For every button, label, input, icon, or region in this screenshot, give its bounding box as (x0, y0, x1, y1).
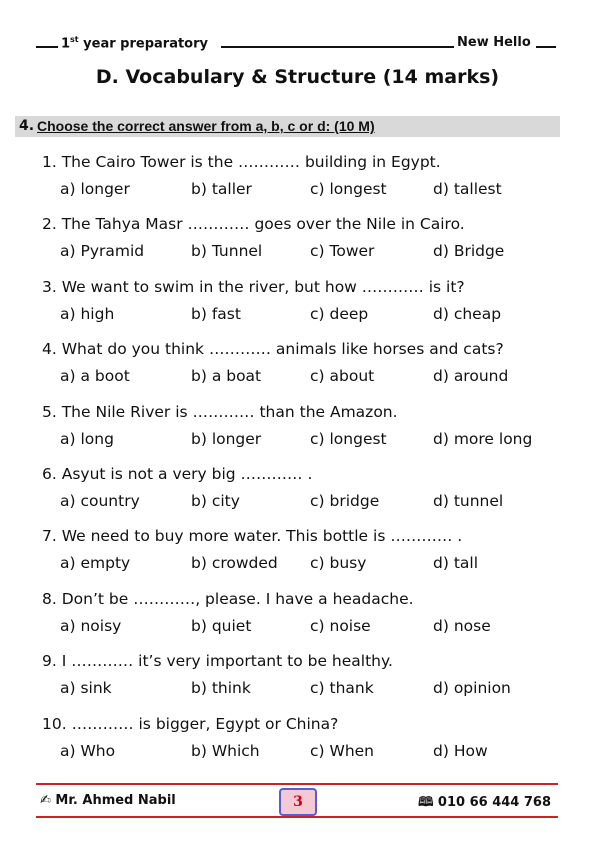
header-rule-middle (221, 46, 471, 48)
answer-option[interactable]: a) high (60, 304, 115, 323)
question-item (0, 465, 595, 525)
answer-option[interactable]: d) nose (433, 616, 491, 635)
answer-option[interactable]: a) a boot (60, 367, 130, 386)
answer-option[interactable]: d) Bridge (433, 242, 505, 261)
section-title: D. Vocabulary & Structure (14 marks) (95, 66, 500, 88)
instruction-bar (15, 116, 560, 137)
question-stem: 2. The Tahya Masr ………… goes over the Nile in Cairo. (42, 215, 465, 234)
question-item (0, 527, 595, 587)
question-stem: 5. The Nile River is ………… than the Amazon. (42, 402, 398, 421)
question-stem: 7. We need to buy more water. This bottle is ………… . (42, 527, 463, 546)
header-book-name: New Hello (454, 35, 534, 50)
answer-option[interactable]: c) busy (310, 554, 367, 573)
footer-rule-top (36, 783, 558, 785)
answer-option[interactable]: c) Tower (310, 242, 375, 261)
answer-option[interactable]: d) How (433, 741, 488, 760)
phone-number: 🕮 010 66 444 768 (418, 795, 551, 810)
answer-option[interactable]: b) quiet (191, 616, 252, 635)
instruction-text: Choose the correct answer from a, b, c or d: (10 M) (37, 118, 375, 134)
page-header (36, 35, 556, 55)
answer-option[interactable]: c) When (310, 741, 375, 760)
answer-option[interactable]: a) longer (60, 180, 130, 198)
question-number: 4. (19, 118, 35, 134)
question-stem: 4. What do you think ………… animals like horses and cats? (42, 340, 504, 359)
answer-option[interactable]: c) bridge (310, 492, 380, 510)
answer-option[interactable]: d) opinion (433, 679, 511, 698)
answer-option[interactable]: b) longer (191, 429, 262, 448)
answer-option[interactable]: a) empty (60, 554, 131, 573)
footer-rule-bottom (36, 816, 558, 818)
question-item (0, 403, 595, 463)
answer-option[interactable]: c) longest (310, 429, 387, 448)
header-grade: 1st year preparatory (58, 35, 211, 51)
question-stem: 3. We want to swim in the river, but how ………… is it? (42, 277, 465, 296)
answer-option[interactable]: c) thank (310, 679, 374, 698)
question-item (0, 215, 595, 275)
page-number: 3 (279, 788, 317, 816)
answer-option[interactable]: d) tunnel (433, 492, 504, 510)
page-footer (0, 790, 595, 814)
answer-option[interactable]: d) cheap (433, 304, 502, 323)
question-stem: 6. Asyut is not a very big ………… . (42, 465, 313, 483)
answer-option[interactable]: b) crowded (191, 554, 278, 573)
answer-option[interactable]: c) deep (310, 304, 369, 323)
answer-option[interactable]: c) about (310, 367, 375, 386)
question-item (0, 278, 595, 338)
answer-option[interactable]: b) think (191, 679, 251, 698)
question-stem: 10. ………… is bigger, Egypt or China? (42, 714, 339, 733)
answer-option[interactable]: c) noise (310, 616, 371, 635)
answer-option[interactable]: d) more long (433, 429, 533, 448)
question-item (0, 715, 595, 775)
answer-option[interactable]: d) around (433, 367, 509, 386)
answer-option[interactable]: b) Which (191, 741, 260, 760)
answer-option[interactable]: b) Tunnel (191, 242, 263, 261)
answer-option[interactable]: b) a boat (191, 367, 262, 386)
header-rule-right (536, 46, 556, 48)
answer-option[interactable]: a) Who (60, 741, 116, 760)
answer-option[interactable]: a) country (60, 492, 140, 510)
question-item (0, 153, 595, 213)
question-item (0, 652, 595, 712)
answer-option[interactable]: b) taller (191, 180, 252, 198)
question-stem: 1. The Cairo Tower is the ………… building in Egypt. (42, 153, 441, 171)
header-rule-left (36, 46, 58, 48)
answer-option[interactable]: a) long (60, 429, 114, 448)
question-stem: 9. I ………… it’s very important to be healthy. (42, 652, 393, 671)
answer-option[interactable]: d) tall (433, 554, 479, 573)
answer-option[interactable]: b) fast (191, 304, 241, 323)
author-name: ✍ Mr. Ahmed Nabil (40, 793, 176, 808)
answer-option[interactable]: a) sink (60, 679, 112, 698)
answer-option[interactable]: d) tallest (433, 180, 502, 198)
answer-option[interactable]: b) city (191, 492, 240, 510)
question-item (0, 340, 595, 400)
question-item (0, 590, 595, 650)
answer-option[interactable]: c) longest (310, 180, 387, 198)
answer-option[interactable]: a) Pyramid (60, 242, 145, 261)
answer-option[interactable]: a) noisy (60, 616, 122, 635)
question-stem: 8. Don’t be …………, please. I have a headache. (42, 589, 414, 608)
